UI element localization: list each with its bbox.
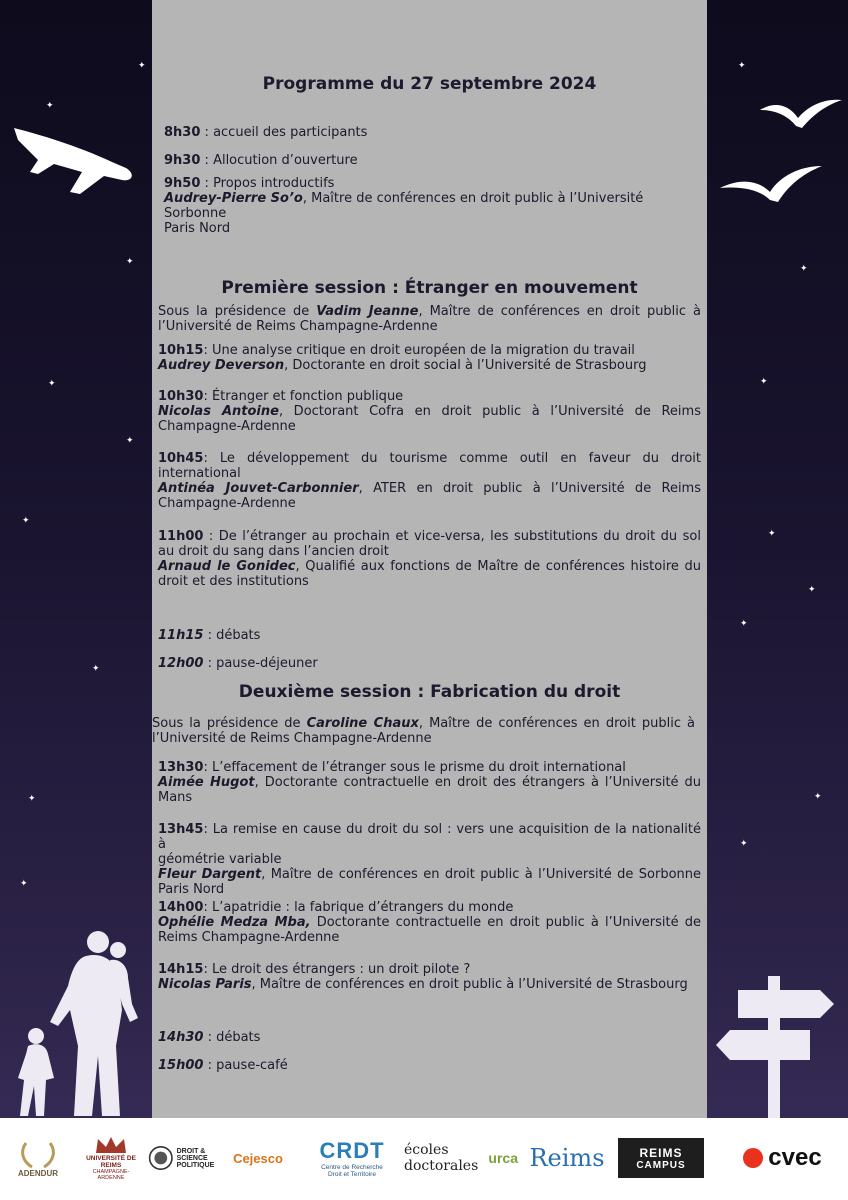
talk-item: 14h15: Le droit des étrangers : un droit pilote ? Nicolas Paris, Maître de conférences en droit public à l’Université de Strasbourg: [158, 962, 688, 992]
star-icon: ✦: [740, 619, 748, 629]
session-chair: Sous la présidence de Caroline Chaux, Maître de conférences en droit public à l’Université de Reims Champagne-Ardenne: [152, 716, 696, 746]
time-label: 13h45: [158, 822, 204, 837]
time-label: 10h45: [158, 451, 204, 466]
speaker-name: Arnaud le Gonidec: [158, 559, 296, 574]
adendur-logo: ADENDUR: [8, 1128, 68, 1188]
star-icon: ✦: [126, 257, 134, 267]
schedule-item: 9h50 : Propos introductifs Audrey-Pierre So’o, Maître de conférences en droit public à l’Université Sorbonne Paris Nord: [164, 176, 644, 236]
talk-item: 11h00 : De l’étranger au prochain et vice-versa, les substitutions du droit du sol au droit du sang dans l’ancien droit Arnaud le Gonidec, Qualifié aux fonctions de Maître de conférences histoire du droit et des institutions: [158, 529, 702, 589]
session-title: Première session : Étranger en mouvement: [221, 278, 638, 298]
airplane-icon: [8, 118, 138, 198]
star-icon: ✦: [740, 839, 748, 849]
talk-item: 10h45: Le développement du tourisme comme outil en faveur du droit international Antinéa Jouvet-Carbonnier, ATER en droit public à l’Université de Reims Champagne-Ardenne: [158, 451, 702, 511]
page-title: Programme du 27 septembre 2024: [262, 74, 597, 94]
star-icon: ✦: [28, 794, 36, 804]
star-icon: ✦: [20, 879, 28, 889]
time-label: 14h00: [158, 900, 204, 915]
bird-icon: [758, 96, 844, 136]
family-silhouette-icon: [6, 926, 152, 1118]
droit-science-politique-logo: DROIT & SCIENCE POLITIQUE: [148, 1128, 226, 1188]
break-item: 14h30 : débats: [158, 1030, 261, 1045]
talk-item: 14h00: L’apatridie : la fabrique d’étrangers du monde Ophélie Medza Mba, Doctorante contractuelle en droit public à l’Université de Reims Champagne-Ardenne: [158, 900, 701, 945]
programme-panel: [152, 0, 707, 1118]
star-icon: ✦: [760, 377, 768, 387]
time-label: 14h30: [158, 1030, 204, 1045]
speaker-name: Nicolas Paris: [158, 977, 252, 992]
reims-logo: Reims: [529, 1144, 605, 1172]
speaker-name: Nicolas Antoine: [158, 404, 279, 419]
talk-item: 13h45: La remise en cause du droit du sol : vers une acquisition de la nationalité à géométrie variable Fleur Dargent, Maître de conférences en droit public à l’Université de Sorbonne Paris Nord: [158, 822, 702, 897]
chair-name: Caroline Chaux: [306, 716, 419, 731]
star-icon: ✦: [814, 792, 822, 802]
speaker-name: Fleur Dargent: [158, 867, 262, 882]
break-item: 15h00 : pause-café: [158, 1058, 288, 1073]
session-chair: Sous la présidence de Vadim Jeanne, Maître de conférences en droit public à l’Université de Reims Champagne-Ardenne: [158, 304, 701, 334]
schedule-item: 9h30 : Allocution d’ouverture: [164, 153, 358, 168]
star-icon: ✦: [22, 516, 30, 526]
urca-logo: UNIVERSITÉ DE REIMS CHAMPAGNE-ARDENNE: [80, 1128, 142, 1188]
break-item: 12h00 : pause-déjeuner: [158, 656, 318, 671]
time-label: 8h30: [164, 125, 201, 140]
ecoles-doctorales-logo: écoles doctorales urca: [404, 1142, 518, 1174]
speaker-name: Aimée Hugot: [158, 775, 255, 790]
star-icon: ✦: [46, 101, 54, 111]
talk-item: 13h30: L’effacement de l’étranger sous le prisme du droit international Aimée Hugot, Doctorante contractuelle en droit des étrangers à l’Université du Mans: [158, 760, 701, 805]
signpost-icon: [710, 970, 838, 1118]
time-label: 9h50: [164, 176, 201, 191]
time-label: 10h15: [158, 343, 204, 358]
time-label: 15h00: [158, 1058, 204, 1073]
talk-item: 10h30: Étranger et fonction publique Nicolas Antoine, Doctorant Cofra en droit public à l’Université de Reims Champagne-Ardenne: [158, 389, 701, 434]
star-icon: ✦: [800, 264, 808, 274]
crown-icon: [94, 1135, 128, 1155]
time-label: 11h15: [158, 628, 204, 643]
star-icon: ✦: [126, 436, 134, 446]
time-label: 10h30: [158, 389, 204, 404]
star-icon: ✦: [738, 61, 746, 71]
star-icon: ✦: [808, 585, 816, 595]
speaker-name: Ophélie Medza Mba,: [158, 915, 311, 930]
chair-name: Vadim Jeanne: [316, 304, 419, 319]
speaker-name: Audrey-Pierre So’o: [164, 191, 303, 206]
star-icon: ✦: [768, 529, 776, 539]
session-title: Deuxième session : Fabrication du droit: [238, 682, 621, 702]
break-item: 11h15 : débats: [158, 628, 261, 643]
time-label: 12h00: [158, 656, 204, 671]
star-icon: ✦: [138, 61, 146, 71]
time-label: 9h30: [164, 153, 201, 168]
bird-icon: [718, 160, 826, 208]
reims-campus-logo: REIMS CAMPUS: [618, 1138, 704, 1178]
cejesco-logo: Cejesco: [233, 1150, 283, 1166]
speaker-name: Antinéa Jouvet-Carbonnier: [158, 481, 359, 496]
cvec-dot-icon: [742, 1147, 764, 1169]
cvec-logo: cvec: [724, 1128, 840, 1188]
seal-icon: [148, 1142, 174, 1174]
time-label: 11h00: [158, 529, 204, 544]
schedule-item: 8h30 : accueil des participants: [164, 125, 368, 140]
crdt-logo: CRDT Centre de Recherche Droit et Territoire: [319, 1138, 385, 1178]
star-icon: ✦: [92, 664, 100, 674]
time-label: 14h15: [158, 962, 204, 977]
star-icon: ✦: [48, 379, 56, 389]
laurel-icon: [18, 1139, 58, 1169]
partner-logos-bar: [0, 1118, 848, 1200]
time-label: 13h30: [158, 760, 204, 775]
speaker-name: Audrey Deverson: [158, 358, 285, 373]
talk-item: 10h15: Une analyse critique en droit européen de la migration du travail Audrey Deverson, Doctorante en droit social à l’Université de Strasbourg: [158, 343, 647, 373]
